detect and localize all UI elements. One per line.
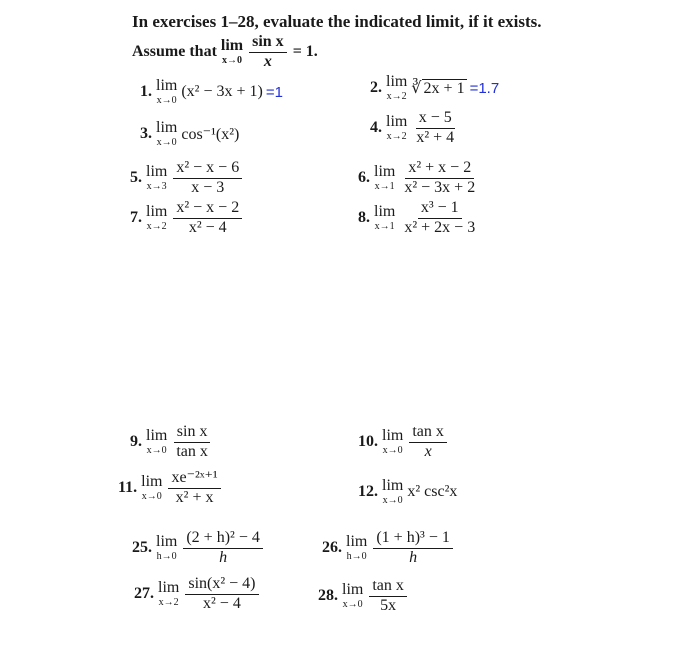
math-token: [141, 474, 162, 502]
exercise-5: [130, 160, 244, 197]
math-token: [156, 534, 177, 562]
math-token: x→1: [374, 181, 395, 193]
math-token: tan x: [369, 578, 407, 597]
math-token: x² − x − 6: [173, 160, 242, 179]
math-token: x→0: [382, 445, 403, 457]
exercise-7: [130, 200, 244, 237]
exercise-9: [130, 424, 213, 461]
math-token: x→0: [382, 495, 403, 506]
math-token: x→2: [158, 597, 179, 609]
math-token: x² + x: [175, 488, 214, 506]
math-token: [386, 114, 407, 142]
math-token: [401, 200, 478, 237]
math-token: xe⁻²ˣ⁺¹: [168, 470, 220, 489]
math-token: lim: [158, 579, 180, 597]
exercise-10: [358, 424, 449, 461]
math-token: 6.: [358, 169, 370, 187]
exercise-2: [370, 74, 499, 102]
math-token: [146, 428, 167, 456]
math-token: x→0: [146, 445, 167, 457]
math-token: x² + 2x − 3: [404, 218, 476, 236]
math-token: [185, 576, 258, 613]
math-token: lim: [386, 113, 408, 131]
exercise-3: [140, 120, 239, 148]
math-token: [369, 578, 407, 615]
exercise-27: [134, 576, 261, 613]
math-token: tan x: [176, 442, 208, 460]
math-token: x→0: [141, 491, 162, 503]
math-token: h→0: [346, 551, 367, 563]
math-token: lim: [156, 533, 178, 551]
math-token: x→2: [386, 131, 407, 143]
math-token: [413, 110, 457, 147]
math-token: x: [424, 442, 432, 460]
math-token: 28.: [318, 587, 338, 605]
math-token: [373, 530, 453, 567]
math-token: 25.: [132, 539, 152, 557]
math-token: 2.: [370, 79, 382, 96]
math-token: [156, 78, 177, 106]
math-token: lim: [156, 77, 178, 94]
math-token: x→0: [222, 55, 242, 67]
assume-lim: [221, 38, 243, 66]
math-token: [173, 200, 242, 237]
math-token: [158, 580, 179, 608]
math-token: sin(x² − 4): [185, 576, 258, 595]
math-token: x² − 4: [188, 218, 227, 236]
math-token: 5x: [380, 596, 397, 614]
math-token: [156, 120, 177, 148]
math-token: x: [263, 52, 272, 70]
math-token: (2 + h)² − 4: [183, 530, 263, 549]
math-token: [382, 428, 403, 456]
math-token: x→2: [146, 221, 167, 233]
math-token: [173, 160, 242, 197]
math-token: lim: [346, 533, 368, 551]
math-token: [173, 424, 211, 461]
cube-root-symbol: ∛: [411, 80, 422, 97]
instructions-text: In exercises 1–28, evaluate the indicated limit, if it exists.: [132, 12, 542, 31]
exercise-28: [318, 578, 409, 615]
math-token: lim: [146, 203, 168, 221]
math-token: x² csc²x: [407, 483, 458, 500]
exercise-26: [322, 530, 455, 567]
math-token: h: [219, 548, 228, 566]
math-token: [409, 424, 447, 461]
assumption-line: [132, 34, 318, 71]
math-token: 11.: [118, 479, 138, 497]
math-token: lim: [220, 37, 244, 55]
math-token: x² − 3x + 2: [404, 178, 476, 196]
exercise-1: [140, 78, 283, 106]
assume-equals: = 1.: [292, 43, 318, 61]
math-token: [374, 164, 395, 192]
math-token: x→2: [386, 91, 407, 102]
math-token: x² − x − 2: [173, 200, 242, 219]
exercise-4: [370, 110, 459, 147]
math-token: [401, 160, 478, 197]
math-token: lim: [146, 427, 168, 445]
radicand: 2x + 1: [423, 79, 465, 97]
math-token: 9.: [130, 433, 142, 451]
exercise-1-expr: (x² − 3x + 1): [181, 83, 263, 100]
math-token: x² + 4: [416, 128, 455, 146]
math-token: [382, 478, 403, 506]
math-token: h: [409, 548, 418, 566]
math-token: x→0: [156, 95, 177, 106]
math-token: [386, 74, 407, 102]
handwritten-answer-2: =1.7: [469, 79, 500, 97]
math-token: lim: [386, 73, 408, 90]
exercise-8: [358, 200, 480, 237]
math-token: [374, 204, 395, 232]
math-token: lim: [374, 163, 396, 181]
math-token: x→1: [374, 221, 395, 233]
math-token: x − 5: [416, 110, 455, 129]
math-token: 3.: [140, 125, 152, 142]
math-token: sin x: [174, 424, 211, 443]
math-token: lim: [146, 163, 168, 181]
math-token: cos⁻¹(x²): [181, 126, 240, 143]
math-token: x² − 4: [203, 594, 241, 612]
math-token: 27.: [134, 585, 154, 603]
math-token: x² + x − 2: [405, 160, 474, 179]
math-token: lim: [382, 427, 404, 445]
math-token: x − 3: [191, 178, 225, 196]
exercise-11: [118, 470, 223, 507]
math-token: 7.: [130, 209, 142, 227]
assume-fraction: [249, 34, 287, 71]
math-token: lim: [156, 119, 178, 136]
math-token: tan x: [409, 424, 447, 443]
assume-prefix: Assume that: [132, 43, 217, 61]
math-token: lim: [141, 473, 163, 491]
math-token: x³ − 1: [418, 200, 462, 219]
math-token: x→0: [342, 599, 363, 611]
math-token: 8.: [358, 209, 370, 227]
math-token: [146, 204, 167, 232]
math-token: h→0: [156, 551, 177, 563]
math-token: lim: [382, 477, 404, 494]
exercise-6: [358, 160, 480, 197]
exercise-12: [358, 478, 457, 506]
math-token: (1 + h)³ − 1: [373, 530, 453, 549]
math-token: [346, 534, 367, 562]
math-token: [168, 470, 220, 507]
math-token: x→0: [156, 137, 177, 148]
math-token: [146, 164, 167, 192]
math-token: 1.: [140, 83, 152, 100]
math-token: [183, 530, 263, 567]
math-token: 4.: [370, 119, 382, 137]
math-token: 10.: [358, 433, 378, 451]
math-token: 26.: [322, 539, 342, 557]
math-token: [342, 582, 363, 610]
exercise-25: [132, 530, 265, 567]
math-token: 12.: [358, 483, 378, 500]
math-token: x→3: [146, 181, 167, 193]
math-token: lim: [374, 203, 396, 221]
math-token: lim: [342, 581, 364, 599]
handwritten-answer-1: =1: [265, 83, 283, 101]
math-token: 5.: [130, 169, 142, 187]
math-token: sin x: [249, 34, 287, 53]
